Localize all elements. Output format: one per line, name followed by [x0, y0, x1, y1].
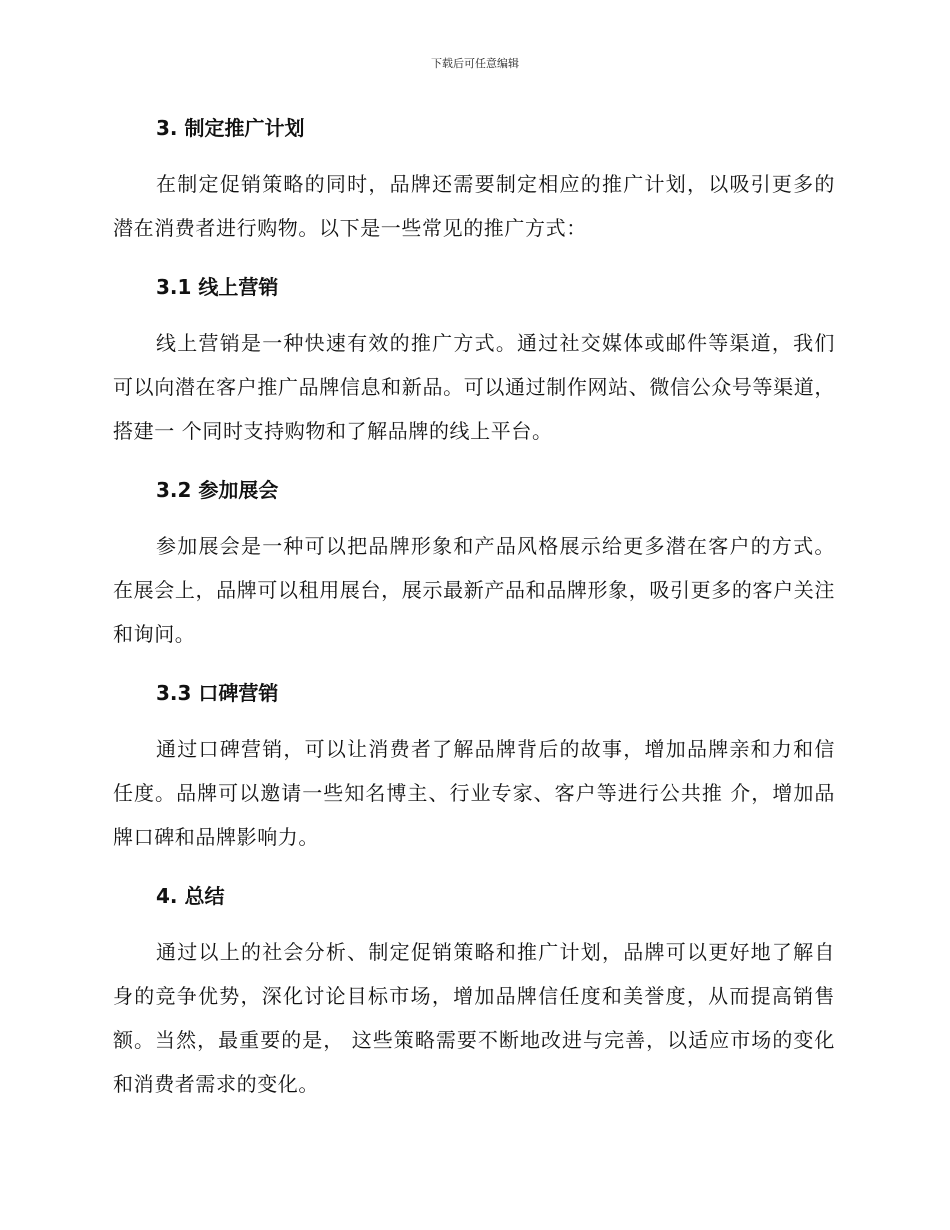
document-body: [113, 114, 835, 1106]
section-exhibitions: [113, 476, 835, 656]
section-heading: 3.2 参加展会: [156, 478, 279, 502]
section-summary: [113, 882, 835, 1106]
section-paragraph: 线上营销是一种快速有效的推广方式。通过社交媒体或邮件等渠道，我们可以向潜在客户推广品牌信息和新品。可以通过制作网站、微信公众号等渠道，搭建一 个同时支持购物和了解品牌的线上平台。: [113, 331, 835, 443]
section-heading: 3. 制定推广计划: [156, 116, 305, 140]
section-promotion-plan: [113, 114, 835, 250]
section-heading: 3.1 线上营销: [156, 275, 279, 299]
section-word-of-mouth: [113, 679, 835, 859]
page-header-note: 下载后可任意编辑: [431, 57, 519, 70]
section-online-marketing: [113, 273, 835, 453]
section-paragraph: 参加展会是一种可以把品牌形象和产品风格展示给更多潜在客户的方式。在展会上，品牌可以租用展台，展示最新产品和品牌形象，吸引更多的客户关注和询问。: [113, 534, 835, 646]
section-paragraph: 在制定促销策略的同时，品牌还需要制定相应的推广计划，以吸引更多的潜在消费者进行购物。以下是一些常见的推广方式：: [113, 172, 835, 240]
section-heading: 4. 总结: [156, 884, 225, 908]
section-paragraph: 通过以上的社会分析、制定促销策略和推广计划，品牌可以更好地了解自身的竞争优势，深化讨论目标市场，增加品牌信任度和美誉度，从而提高销售额。当然，最重要的是， 这些策略需要不断地改进与完善，以适应市场的变化和消费者需求的变化。: [113, 940, 835, 1096]
section-heading: 3.3 口碑营销: [156, 681, 279, 705]
section-paragraph: 通过口碑营销，可以让消费者了解品牌背后的故事，增加品牌亲和力和信任度。品牌可以邀请一些知名博主、行业专家、客户等进行公共推 介，增加品牌口碑和品牌影响力。: [113, 737, 835, 849]
